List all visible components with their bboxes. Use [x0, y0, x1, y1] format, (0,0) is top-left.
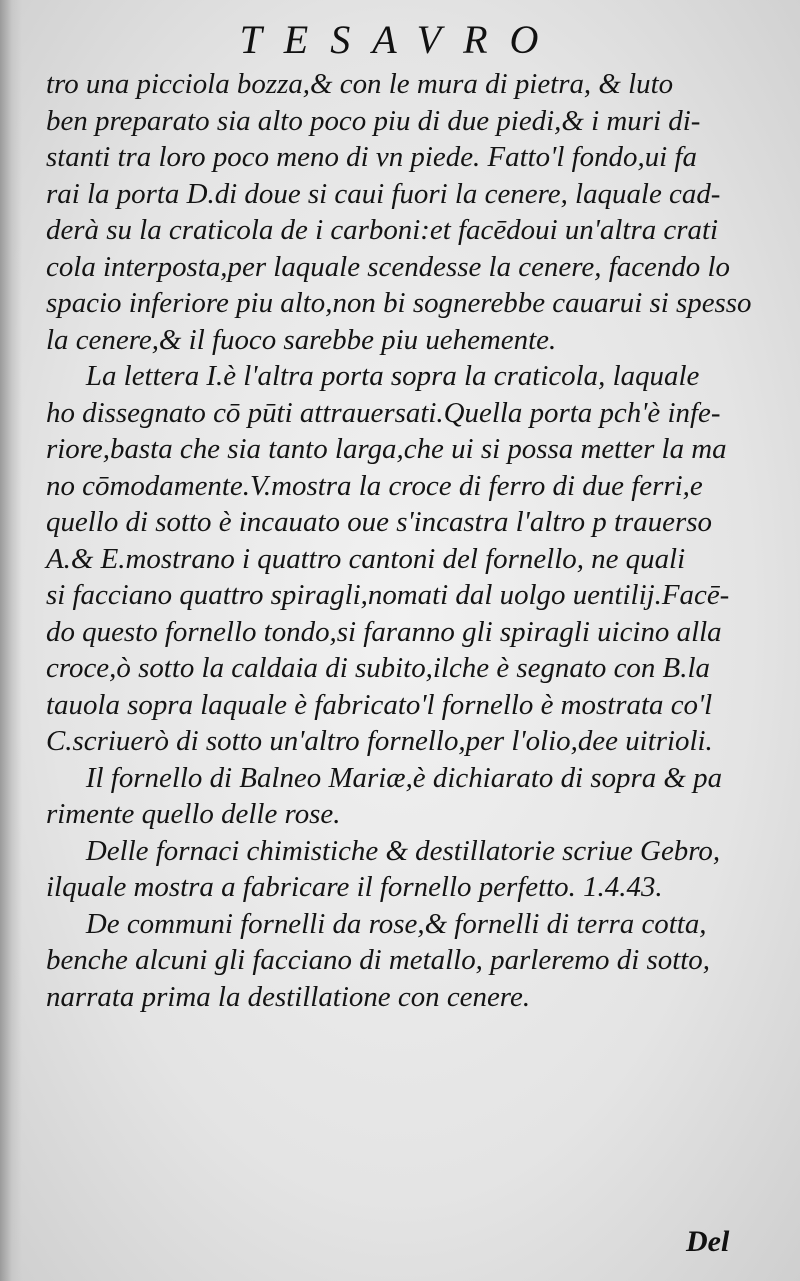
text-line: riore,basta che sia tanto larga,che ui si possa metter la ma: [46, 433, 727, 465]
text-line: quello di sotto è incauato oue s'incastra l'altro p trauerso: [46, 506, 712, 538]
text-line: C.scriuerò di sotto un'altro fornello,per l'olio,dee uitrioli.: [46, 725, 713, 757]
text-line: rai la porta D.di doue si caui fuori la cenere, laquale cad-: [46, 177, 721, 210]
text-line: ben preparato sia alto poco piu di due piedi,& i muri di-: [46, 104, 701, 137]
text-line: stanti tra loro poco meno di vn piede. Fatto'l fondo,ui fa: [46, 141, 697, 173]
text-line: De communi fornelli da rose,& fornelli di terra cotta,: [85, 907, 707, 940]
text-line: derà su la craticola de i carboni:et facēdoui un'altra crati: [46, 214, 719, 246]
text-line: ho dissegnato cō pūti attrauersati.Quella porta pch'è infe-: [46, 396, 721, 429]
text-line: A.& E.mostrano i quattro cantoni del fornello, ne quali: [46, 542, 686, 575]
text-line: rimente quello delle rose.: [46, 798, 341, 830]
text-line: tauola sopra laquale è fabricato'l fornello è mostrata co'l: [46, 688, 713, 721]
text-line: Delle fornaci chimistiche & destillatorie scriue Gebro,: [85, 834, 721, 867]
text-line: si facciano quattro spiragli,nomati dal uolgo uentilij.Facē-: [46, 579, 730, 611]
catchword: Del: [686, 1225, 730, 1258]
text-line: benche alcuni gli facciano di metallo, parleremo di sotto,: [46, 944, 710, 976]
running-head: TESAVRO: [239, 17, 561, 62]
text-line: spacio inferiore piu alto,non bi sognerebbe cauarui si spesso: [46, 287, 752, 319]
text-line: do questo fornello tondo,si faranno gli spiragli uicino alla: [46, 615, 722, 648]
text-line: ilquale mostra a fabricare il fornello perfetto. 1.4.43.: [46, 871, 663, 903]
text-line: la cenere,& il fuoco sarebbe piu uehemente.: [46, 323, 557, 356]
text-line: narrata prima la destillatione con cenere.: [46, 980, 531, 1013]
binding-shadow: [0, 0, 22, 1281]
body-text: [46, 66, 766, 1015]
text-line: Il fornello di Balneo Mariæ,è dichiarato di sopra & pa: [85, 761, 723, 794]
text-line: croce,ò sotto la caldaia di subito,ilche è segnato con B.la: [46, 652, 710, 684]
text-line: cola interposta,per laquale scendesse la cenere, facendo lo: [46, 250, 730, 283]
text-line: La lettera I.è l'altra porta sopra la craticola, laquale: [85, 360, 700, 392]
text-line: no cōmodamente.V.mostra la croce di ferro di due ferri,e: [46, 469, 703, 502]
show-through-text: [80, 1068, 740, 1218]
text-line: tro una picciola bozza,& con le mura di pietra, & luto: [46, 68, 674, 100]
